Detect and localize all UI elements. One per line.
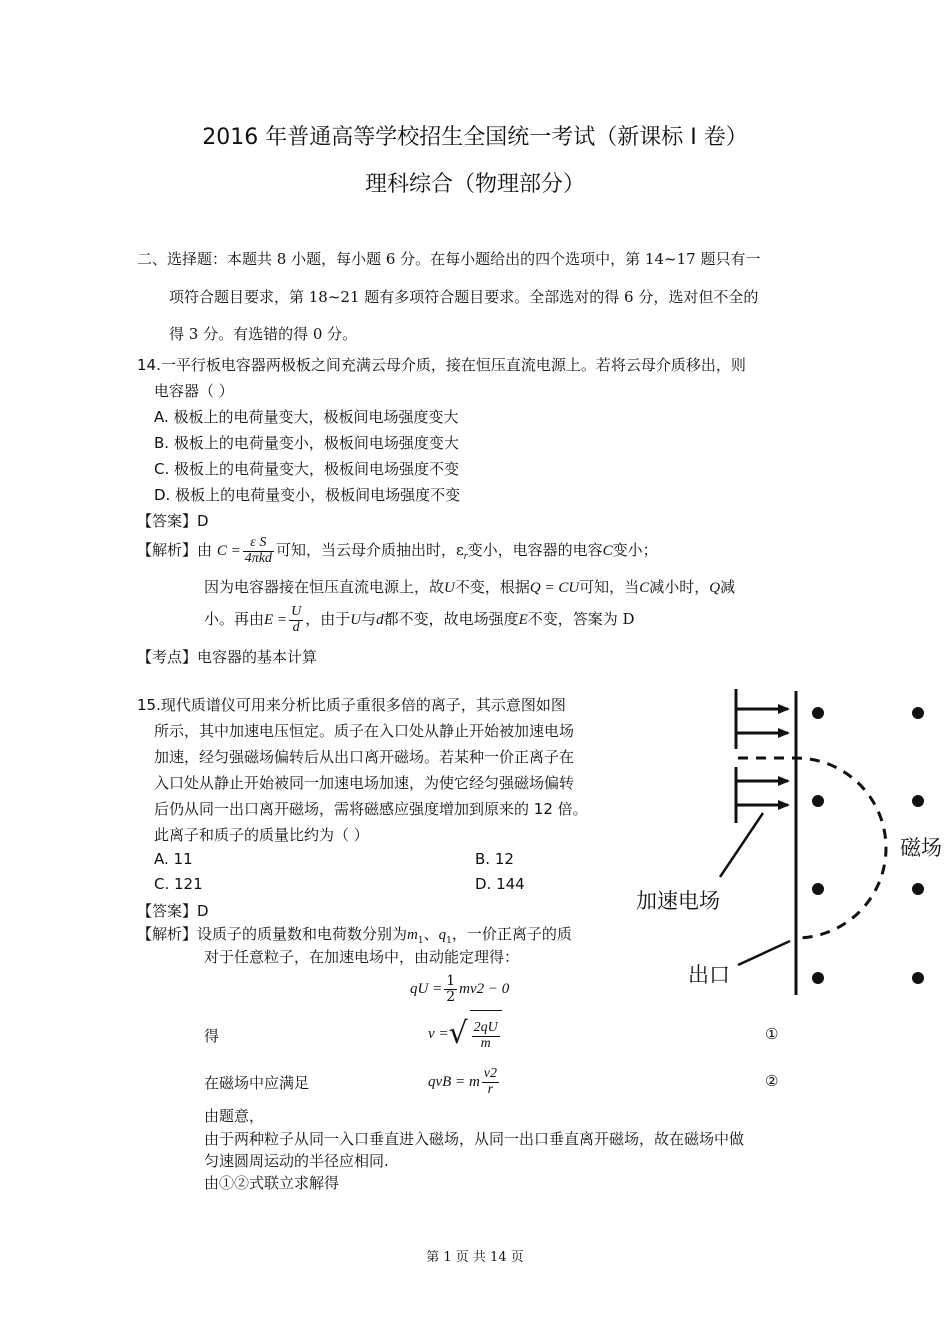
analysis-label: 【解析】 bbox=[137, 925, 198, 943]
text: 减小时， bbox=[649, 578, 710, 596]
fraction-numerator: 2qU bbox=[473, 1019, 498, 1035]
text: ，由于 bbox=[305, 610, 351, 628]
q14-stem-line1: 14.一平行板电容器两极板之间充满云母介质，接在恒压直流电源上。若将云母介质移出，则 bbox=[137, 356, 746, 374]
fraction-capacitance bbox=[243, 536, 274, 566]
text: 小。再由 bbox=[204, 610, 265, 628]
q15-stem-line6: 此离子和质子的质量比约为（ ） bbox=[154, 826, 369, 844]
q14-analysis-line3 bbox=[204, 597, 635, 642]
text: 变小； bbox=[612, 541, 658, 559]
equation-mark-1: ① bbox=[765, 1025, 779, 1043]
q14-option-a: A. 极板上的电荷量变大，极板间电场强度变大 bbox=[154, 408, 459, 426]
q14-option-d: D. 极板上的电荷量变小，极板间电场强度不变 bbox=[154, 486, 461, 504]
text: 减 bbox=[720, 578, 736, 596]
accelerating-field bbox=[736, 689, 788, 823]
text: 不变，答案为 D bbox=[527, 610, 635, 628]
symbol-epsilon: ε bbox=[455, 541, 464, 559]
answer-label: 【答案】 bbox=[137, 902, 198, 920]
formula-q-cu: Q = CU bbox=[529, 580, 580, 596]
page-subtitle: 理科综合（物理部分） bbox=[364, 172, 585, 197]
text: 不变，根据 bbox=[454, 578, 530, 596]
symbol-m: m bbox=[407, 927, 418, 943]
q15-option-c: C. 121 bbox=[154, 875, 203, 893]
formula-c: C = bbox=[216, 543, 241, 559]
answer-label: 【答案】 bbox=[137, 512, 198, 530]
answer-value: D bbox=[197, 902, 209, 920]
equation-lhs: v = bbox=[428, 1026, 449, 1042]
section-instructions-line1: 二、选择题：本题共 8 小题，每小题 6 分。在每小题给出的四个选项中，第 14~17 题只有一 bbox=[137, 250, 761, 268]
subscript-1: 1 bbox=[417, 936, 424, 946]
q15-stem-line5: 后仍从同一出口离开磁场，需将磁感应强度增加到原来的 12 倍。 bbox=[154, 800, 588, 818]
text: 因为电容器接在恒压直流电源上，故 bbox=[204, 578, 445, 596]
q14-analysis-line2 bbox=[204, 576, 735, 597]
fraction-denominator: d bbox=[292, 619, 300, 635]
q15-stem-line1: 15.现代质谱仪可用来分析比质子重很多倍的离子，其示意图如图 bbox=[137, 696, 566, 714]
q15-option-d: D. 144 bbox=[475, 875, 525, 893]
q15-stem-line3: 加速，经匀强磁场偏转后从出口离开磁场。若某种一价正离子在 bbox=[154, 748, 575, 766]
section-instructions-line3: 得 3 分。有选错的得 0 分。 bbox=[169, 325, 358, 343]
equation2-label: 得 bbox=[204, 1027, 220, 1045]
subscript-r: r bbox=[463, 551, 468, 562]
symbol-c: C bbox=[602, 543, 613, 559]
q15-option-a: A. 11 bbox=[154, 850, 193, 868]
q15-analysis-t1: 由题意， bbox=[204, 1107, 265, 1125]
sqrt-icon: √ bbox=[448, 1016, 468, 1051]
equation-velocity bbox=[428, 1010, 502, 1058]
fraction-sqrt bbox=[472, 1021, 500, 1051]
q15-analysis-line2: 对于任意粒子，在加速电场中，由动能定理得： bbox=[204, 948, 520, 966]
symbol-u: U bbox=[444, 580, 455, 596]
symbol-c: C bbox=[639, 580, 650, 596]
answer-value: D bbox=[197, 512, 209, 530]
text: 、 bbox=[423, 925, 439, 943]
q15-analysis-line1 bbox=[137, 923, 632, 946]
key-point-value: 电容器的基本计算 bbox=[197, 648, 318, 666]
q15-option-b: B. 12 bbox=[475, 850, 514, 868]
symbol-q: q bbox=[438, 927, 447, 943]
particle-path bbox=[738, 758, 886, 938]
equation-lhs: qU = bbox=[410, 981, 443, 997]
symbol-u: U bbox=[350, 612, 362, 628]
text: 都不变，故电场强度 bbox=[383, 610, 519, 628]
equation-rhs: mv2 − 0 bbox=[459, 981, 510, 997]
symbol-e: E bbox=[518, 612, 528, 628]
q14-key-point bbox=[137, 646, 317, 667]
label-magnetic-field: 磁场 bbox=[900, 836, 942, 860]
equation-lhs: qvB = m bbox=[428, 1074, 480, 1090]
accel-leader-line bbox=[720, 813, 763, 877]
fraction-numerator: ε S bbox=[243, 536, 274, 552]
fraction-numerator: 1 bbox=[446, 972, 456, 989]
q15-analysis-t4: 由①②式联立求解得 bbox=[204, 1174, 340, 1192]
text: 可知，当云母介质抽出时， bbox=[275, 541, 456, 559]
text: 可知，当 bbox=[579, 578, 640, 596]
text: 设质子的质量数和电荷数分别为 bbox=[197, 925, 408, 943]
q15-analysis-t3: 匀速圆周运动的半径应相同. bbox=[204, 1152, 389, 1170]
q14-stem-line2: 电容器（ ） bbox=[154, 382, 234, 400]
q15-stem-line2: 所示，其中加速电压恒定。质子在入口处从静止开始被加速电场 bbox=[154, 722, 575, 740]
section-instructions-line2: 项符合题目要求，第 18~21 题有多项符合题目要求。全部选对的得 6 分，选对但不全的 bbox=[169, 288, 759, 306]
text: 由 bbox=[197, 541, 213, 559]
q14-analysis-line1 bbox=[137, 528, 658, 579]
text: ，一价正离子的质 bbox=[451, 925, 572, 943]
equation-lorentz bbox=[428, 1059, 501, 1104]
symbol-d: d bbox=[376, 612, 384, 628]
fraction-denominator: r bbox=[487, 1081, 494, 1097]
label-accelerating-field: 加速电场 bbox=[636, 889, 720, 913]
label-exit: 出口 bbox=[688, 963, 730, 987]
fraction-denominator: m bbox=[480, 1035, 491, 1051]
key-point-label: 【考点】 bbox=[137, 648, 198, 666]
q14-option-c: C. 极板上的电荷量变大，极板间电场强度不变 bbox=[154, 460, 460, 478]
q15-analysis-t2: 由于两种粒子从同一入口垂直进入磁场，从同一出口垂直离开磁场，故在磁场中做 bbox=[204, 1130, 745, 1148]
q14-option-b: B. 极板上的电荷量变小，极板间电场强度变大 bbox=[154, 434, 459, 452]
fraction-numerator: v2 bbox=[483, 1065, 497, 1081]
text: 变小，电容器的电容 bbox=[467, 541, 603, 559]
equation-energy bbox=[410, 966, 509, 1011]
equation3-label: 在磁场中应满足 bbox=[204, 1074, 310, 1092]
formula-e: E = bbox=[264, 612, 288, 628]
sqrt-body bbox=[470, 1010, 502, 1058]
symbol-q: Q bbox=[709, 580, 721, 596]
fraction-half bbox=[444, 974, 457, 1004]
fraction-denominator: 4πkd bbox=[244, 550, 272, 566]
fraction-field bbox=[289, 605, 303, 635]
subscript-1: 1 bbox=[446, 936, 452, 946]
equation-mark-2: ② bbox=[765, 1072, 779, 1090]
q15-stem-line4: 入口处从静止开始被同一加速电场加速，为使它经匀强磁场偏转 bbox=[154, 774, 575, 792]
fraction-denominator: 2 bbox=[446, 988, 456, 1005]
analysis-label: 【解析】 bbox=[137, 541, 198, 559]
page-title: 2016 年普通高等学校招生全国统一考试（新课标 I 卷） bbox=[202, 125, 748, 150]
fraction-numerator: U bbox=[291, 603, 302, 619]
fraction-centripetal bbox=[482, 1067, 499, 1097]
text: 与 bbox=[361, 610, 377, 628]
page-footer: 第 1 页 共 14 页 bbox=[426, 1250, 524, 1265]
q15-answer bbox=[137, 900, 209, 921]
exit-leader-line bbox=[738, 941, 790, 965]
